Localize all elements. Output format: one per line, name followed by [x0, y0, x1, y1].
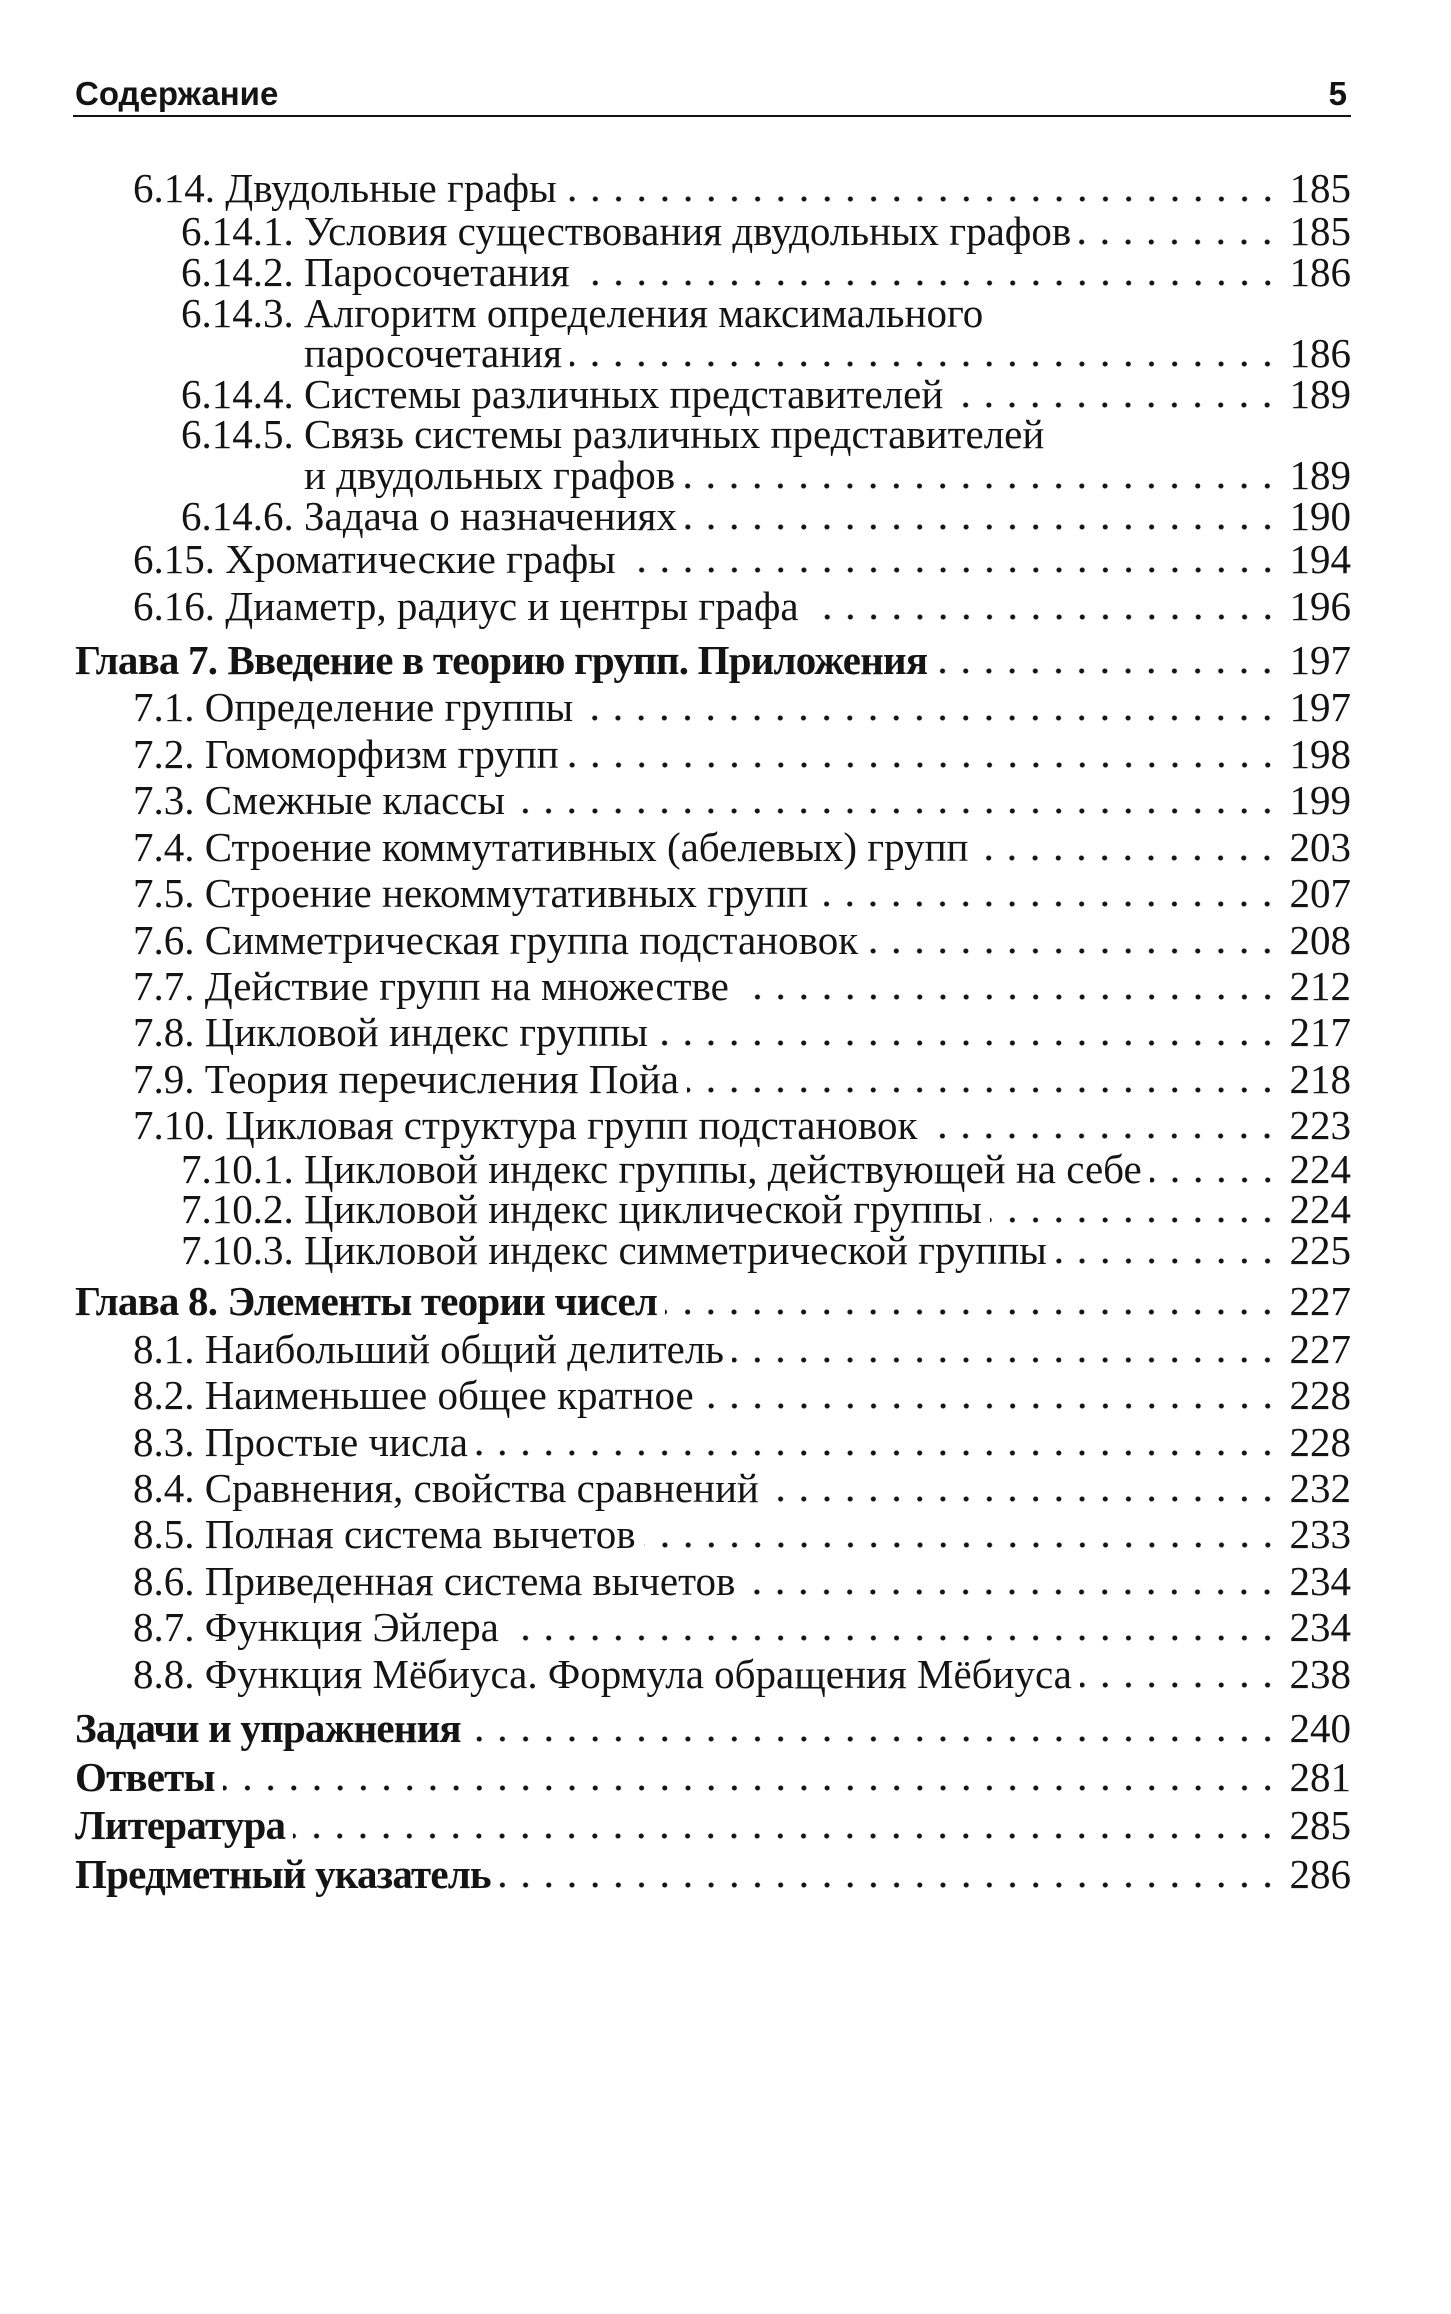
- toc-entry-number: 8.2.: [133, 1372, 195, 1419]
- dot-leader: [990, 1217, 1279, 1223]
- toc-entry-number: 7.10.: [133, 1102, 215, 1149]
- toc-entry-page-number: 198: [1289, 730, 1351, 777]
- toc-entry-title: Диаметр, радиус и центры графа: [225, 582, 799, 629]
- toc-section-entry: [75, 1465, 1351, 1511]
- toc-entry-body: [304, 370, 1351, 417]
- toc-entry-page-number: 189: [1289, 451, 1351, 498]
- toc-entry-page-number: 190: [1289, 492, 1351, 539]
- toc-entry-body: [205, 1326, 1351, 1372]
- toc-entry-line: [75, 1801, 1351, 1850]
- toc-entry-page-number: 224: [1289, 1145, 1351, 1192]
- toc-entry-body: [75, 1704, 1351, 1753]
- toc-entry-title: Гомоморфизм групп: [204, 730, 559, 777]
- dot-leader: [737, 994, 1279, 1000]
- toc-entry-page-number: 186: [1289, 249, 1351, 295]
- toc-entry-title-line: Алгоритм определения максимального: [304, 289, 984, 336]
- toc-entry-page-number: 189: [1289, 370, 1351, 417]
- toc-entry-number: 7.2.: [133, 730, 195, 777]
- toc-section-entry: [75, 1009, 1351, 1055]
- toc-entry-number: 6.15.: [133, 536, 215, 583]
- toc-entry-number: 7.10.2.: [181, 1186, 294, 1233]
- toc-entry-title: Простые числа: [204, 1418, 468, 1465]
- toc-chapter-entry: [75, 1277, 1351, 1326]
- toc-entry-line: [75, 1753, 1351, 1802]
- toc-entry-number: 8.8.: [133, 1650, 195, 1697]
- toc-entry-line: [205, 1604, 1351, 1650]
- toc-entry-page-number: 233: [1289, 1511, 1351, 1558]
- toc-entry-line: [304, 1145, 1351, 1192]
- dot-leader: [507, 1635, 1279, 1641]
- toc-entry-page-number: 238: [1289, 1650, 1351, 1697]
- toc-entry-page-number: 232: [1289, 1465, 1351, 1512]
- toc-entry-line: [205, 684, 1351, 730]
- toc-entry-page-number: 286: [1289, 1850, 1351, 1897]
- toc-entry-number: 6.14.6.: [181, 492, 294, 539]
- toc-section-entry: [75, 777, 1351, 823]
- dot-leader: [469, 1736, 1279, 1742]
- toc-entry-line: [205, 1558, 1351, 1604]
- toc-entry-number: 7.6.: [133, 916, 195, 963]
- dot-leader: [951, 402, 1279, 408]
- toc-chapter-entry: [75, 1704, 1351, 1753]
- toc-entry-page-number: 212: [1289, 962, 1351, 1009]
- dot-leader: [687, 1087, 1279, 1093]
- toc-entry-page-number: 208: [1289, 916, 1351, 963]
- toc-entry-title: Введение в теорию групп. Приложения: [227, 636, 928, 683]
- toc-entry-title: Ответы: [75, 1753, 215, 1800]
- toc-section-entry: [75, 1604, 1351, 1650]
- dot-leader: [499, 1882, 1279, 1888]
- toc-entry-title: Смежные классы: [204, 777, 506, 824]
- toc-subsection-entry: [75, 1145, 1351, 1192]
- toc-entry-page-number: 185: [1289, 208, 1351, 255]
- toc-entry-page-number: 194: [1289, 536, 1351, 583]
- dot-leader: [644, 1542, 1279, 1548]
- toc-subsection-entry: [75, 289, 1351, 377]
- toc-entry-number: 6.14.1.: [181, 208, 294, 255]
- toc-entry-page-number: 199: [1289, 777, 1351, 824]
- toc-entry-number: 7.10.1.: [181, 1145, 294, 1192]
- toc-entry-number: 8.4.: [133, 1465, 195, 1512]
- toc-entry-body: [225, 1102, 1351, 1148]
- toc-subsection-entry: [75, 370, 1351, 417]
- toc-entry-title: Условия существования двудольных графов: [304, 208, 1072, 255]
- dot-leader: [1150, 1177, 1279, 1183]
- toc-entry-title: Цикловой индекс симметрической группы: [304, 1226, 1047, 1273]
- toc-entry-body: [205, 1465, 1351, 1511]
- toc-entry-line: [205, 777, 1351, 823]
- dot-leader: [567, 762, 1279, 768]
- dot-leader: [1080, 1682, 1279, 1688]
- toc-entry-page-number: 218: [1289, 1055, 1351, 1102]
- toc-entry-body: [227, 1277, 1351, 1326]
- toc-entry-title: Функция Мёбиуса. Формула обращения Мёбиуса: [204, 1650, 1072, 1697]
- dot-leader: [866, 948, 1279, 954]
- toc-section-entry: [75, 583, 1351, 629]
- dot-leader: [513, 808, 1279, 814]
- dot-leader: [683, 483, 1279, 489]
- toc-entry-page-number: 227: [1289, 1325, 1351, 1372]
- toc-entry-number: 7.3.: [133, 777, 195, 824]
- toc-entry-page-number: 227: [1289, 1278, 1351, 1325]
- toc-entry-title: Строение коммутативных (абелевых) групп: [204, 823, 969, 870]
- toc-section-entry: [75, 1651, 1351, 1697]
- toc-entry-body: [205, 963, 1351, 1009]
- toc-entry-number: 8.7.: [133, 1604, 195, 1651]
- toc-section-entry: [75, 536, 1351, 582]
- toc-subsection-entry: [75, 411, 1351, 498]
- table-of-contents: [75, 165, 1351, 1898]
- toc-entry-page-number: 285: [1289, 1802, 1351, 1849]
- toc-entry-line: [205, 1419, 1351, 1465]
- toc-entry-line: [227, 636, 1351, 685]
- toc-entry-body: [304, 492, 1351, 539]
- toc-section-entry: [75, 963, 1351, 1009]
- toc-entry-number: 6.14.4.: [181, 370, 294, 417]
- toc-subsection-entry: [75, 1226, 1351, 1273]
- toc-entry-line: [205, 1056, 1351, 1102]
- toc-entry-line: [205, 1511, 1351, 1557]
- toc-entry-title: Паросочетания: [304, 249, 570, 295]
- toc-entry-line: [304, 451, 1351, 498]
- dot-leader: [581, 715, 1279, 721]
- toc-entry-page-number: 197: [1289, 636, 1351, 683]
- dot-leader: [1079, 239, 1279, 245]
- toc-entry-line: [304, 330, 1351, 377]
- toc-entry-page-number: 228: [1289, 1418, 1351, 1465]
- toc-entry-page-number: 185: [1289, 165, 1351, 211]
- toc-entry-body: [304, 411, 1351, 498]
- dot-leader: [702, 1403, 1279, 1409]
- toc-entry-page-number: 240: [1289, 1705, 1351, 1752]
- toc-entry-number: 7.1.: [133, 684, 195, 731]
- dot-leader: [816, 901, 1279, 907]
- toc-entry-number: 7.7.: [133, 962, 195, 1009]
- toc-entry-number: 8.3.: [133, 1418, 195, 1465]
- toc-entry-line: [205, 731, 1351, 777]
- toc-chapter-entry: [75, 1850, 1351, 1899]
- toc-entry-body: [205, 870, 1351, 916]
- dot-leader: [925, 1133, 1279, 1139]
- toc-section-entry: [75, 917, 1351, 963]
- toc-entry-line: [227, 1277, 1351, 1326]
- toc-entry-line: [205, 1009, 1351, 1055]
- toc-entry-line: [225, 583, 1351, 629]
- toc-entry-page-number: 223: [1289, 1102, 1351, 1149]
- dot-leader: [223, 1785, 1279, 1791]
- toc-entry-body: [205, 1511, 1351, 1557]
- dot-leader: [732, 1357, 1279, 1363]
- dot-leader: [476, 1450, 1279, 1456]
- toc-entry-line: [205, 1372, 1351, 1418]
- running-head-page-number: 5: [1328, 75, 1347, 112]
- toc-section-entry: [75, 870, 1351, 916]
- toc-entry-body: [75, 1753, 1351, 1802]
- toc-section-entry: [75, 1511, 1351, 1557]
- toc-entry-title: Цикловой индекс группы, действующей на себе: [304, 1145, 1142, 1192]
- toc-entry-title: Наименьшее общее кратное: [204, 1372, 694, 1419]
- toc-entry-body: [304, 1226, 1351, 1273]
- toc-entry-body: [304, 208, 1351, 255]
- toc-entry-page-number: 234: [1289, 1557, 1351, 1604]
- dot-leader: [743, 1589, 1279, 1595]
- toc-entry-number: 7.9.: [133, 1055, 195, 1102]
- toc-entry-body: [205, 1651, 1351, 1697]
- dot-leader: [293, 1833, 1279, 1839]
- toc-section-entry: [75, 684, 1351, 730]
- toc-entry-number: 7.5.: [133, 870, 195, 917]
- toc-subsection-entry: [75, 1186, 1351, 1233]
- toc-entry-body: [205, 1419, 1351, 1465]
- running-head-title: Содержание: [75, 75, 279, 112]
- toc-entry-title: паросочетания: [304, 330, 562, 377]
- toc-entry-line: [225, 165, 1351, 211]
- toc-entry-line: [205, 1651, 1351, 1697]
- toc-entry-title: Цикловой индекс циклической группы: [304, 1186, 982, 1233]
- toc-entry-body: [304, 289, 1351, 377]
- toc-section-entry: [75, 824, 1351, 870]
- toc-entry-number: 6.14.5.: [181, 411, 294, 458]
- toc-entry-body: [304, 1186, 1351, 1233]
- toc-entry-number: 6.16.: [133, 582, 215, 629]
- dot-leader: [807, 614, 1279, 620]
- toc-entry-page-number: 234: [1289, 1604, 1351, 1651]
- toc-entry-body: [304, 249, 1351, 295]
- toc-entry-page-number: 196: [1289, 582, 1351, 629]
- dot-leader: [565, 196, 1279, 202]
- toc-section-entry: [75, 731, 1351, 777]
- toc-entry-title: Двудольные графы: [225, 165, 557, 211]
- toc-entry-number: 7.10.3.: [181, 1226, 294, 1273]
- toc-entry-number: Глава 7.: [75, 636, 218, 683]
- toc-entry-line: [75, 1704, 1351, 1753]
- toc-entry-number: 8.5.: [133, 1511, 195, 1558]
- toc-entry-title: Цикловая структура групп подстановок: [225, 1102, 918, 1149]
- toc-entry-body: [227, 636, 1351, 685]
- toc-entry-body: [205, 1009, 1351, 1055]
- toc-subsection-entry: [75, 208, 1351, 255]
- toc-entry-title: Наибольший общий делитель: [204, 1325, 724, 1372]
- toc-entry-title: Литература: [75, 1802, 286, 1849]
- toc-entry-line: [304, 208, 1351, 255]
- toc-entry-line: [205, 824, 1351, 870]
- toc-section-entry: [75, 1056, 1351, 1102]
- dot-leader: [976, 855, 1279, 861]
- toc-subsection-entry: [75, 249, 1351, 295]
- toc-entry-line: [304, 1186, 1351, 1233]
- toc-entry-page-number: 207: [1289, 870, 1351, 917]
- toc-section-entry: [75, 1419, 1351, 1465]
- header-rule: [73, 115, 1351, 117]
- toc-entry-line: [304, 1226, 1351, 1273]
- toc-entry-title: Цикловой индекс группы: [204, 1009, 648, 1056]
- toc-entry-body: [205, 684, 1351, 730]
- dot-leader: [935, 668, 1279, 674]
- toc-entry-number: 6.14.: [133, 165, 215, 211]
- toc-entry-title-line: Связь системы различных представителей: [304, 411, 1045, 458]
- toc-entry-body: [205, 824, 1351, 870]
- dot-leader: [656, 1040, 1279, 1046]
- toc-entry-line: [304, 492, 1351, 539]
- toc-chapter-entry: [75, 636, 1351, 685]
- toc-entry-title: Системы различных представителей: [304, 370, 944, 417]
- toc-section-entry: [75, 1558, 1351, 1604]
- toc-entry-line: [225, 1102, 1351, 1148]
- toc-entry-number: 8.6.: [133, 1557, 195, 1604]
- toc-chapter-entry: [75, 1801, 1351, 1850]
- toc-entry-title: Предметный указатель: [75, 1850, 491, 1897]
- toc-entry-title: Задача о назначениях: [304, 492, 677, 539]
- toc-entry-body: [225, 583, 1351, 629]
- toc-entry-title: и двудольных графов: [304, 451, 676, 498]
- toc-section-entry: [75, 1372, 1351, 1418]
- toc-entry-number: Глава 8.: [75, 1278, 218, 1325]
- toc-entry-title: Приведенная система вычетов: [204, 1557, 736, 1604]
- toc-entry-number: 6.14.3.: [181, 289, 294, 336]
- toc-entry-title: Теория перечисления Пойа: [204, 1055, 679, 1102]
- toc-entry-line: [205, 963, 1351, 1009]
- toc-entry-line: [205, 870, 1351, 916]
- toc-section-entry: [75, 1102, 1351, 1148]
- toc-section-entry: [75, 165, 1351, 211]
- toc-entry-page-number: 217: [1289, 1009, 1351, 1056]
- toc-entry-line: [205, 917, 1351, 963]
- toc-entry-body: [205, 731, 1351, 777]
- toc-entry-line: [205, 1326, 1351, 1372]
- toc-entry-body: [225, 536, 1351, 582]
- toc-entry-body: [225, 165, 1351, 211]
- toc-subsection-entry: [75, 492, 1351, 539]
- toc-entry-page-number: 197: [1289, 684, 1351, 731]
- toc-entry-title: Строение некоммутативных групп: [204, 870, 809, 917]
- toc-entry-body: [205, 1604, 1351, 1650]
- toc-entry-page-number: 224: [1289, 1186, 1351, 1233]
- toc-entry-title: Действие групп на множестве: [204, 962, 729, 1009]
- toc-entry-line: [304, 370, 1351, 417]
- dot-leader: [570, 361, 1279, 367]
- dot-leader: [578, 280, 1279, 286]
- toc-entry-body: [75, 1850, 1351, 1899]
- toc-entry-body: [205, 1056, 1351, 1102]
- toc-entry-page-number: 186: [1289, 330, 1351, 377]
- toc-section-entry: [75, 1326, 1351, 1372]
- toc-entry-body: [75, 1801, 1351, 1850]
- dot-leader: [685, 524, 1279, 530]
- toc-entry-number: 7.4.: [133, 823, 195, 870]
- toc-entry-body: [205, 1372, 1351, 1418]
- toc-entry-line: [75, 1850, 1351, 1899]
- toc-entry-title: Симметрическая группа подстановок: [204, 916, 859, 963]
- dot-leader: [767, 1496, 1279, 1502]
- toc-chapter-entry: [75, 1753, 1351, 1802]
- toc-entry-line: [304, 249, 1351, 295]
- toc-entry-body: [205, 917, 1351, 963]
- dot-leader: [1055, 1258, 1279, 1264]
- dot-leader: [665, 1309, 1279, 1315]
- toc-entry-title: Задачи и упражнения: [75, 1705, 461, 1752]
- toc-entry-title: Определение группы: [204, 684, 574, 731]
- toc-entry-page-number: 281: [1289, 1753, 1351, 1800]
- toc-entry-title: Элементы теории чисел: [227, 1278, 658, 1325]
- toc-entry-title: Хроматические графы: [225, 536, 616, 583]
- toc-entry-line: [225, 536, 1351, 582]
- toc-entry-page-number: 225: [1289, 1226, 1351, 1273]
- toc-entry-page-number: 203: [1289, 823, 1351, 870]
- toc-entry-body: [205, 1558, 1351, 1604]
- dot-leader: [624, 567, 1279, 573]
- toc-entry-title: Полная система вычетов: [204, 1511, 636, 1558]
- toc-entry-line: [205, 1465, 1351, 1511]
- toc-entry-body: [304, 1145, 1351, 1192]
- toc-entry-title: Сравнения, свойства сравнений: [204, 1465, 759, 1512]
- toc-entry-number: 6.14.2.: [181, 249, 294, 295]
- toc-entry-number: 8.1.: [133, 1325, 195, 1372]
- toc-entry-page-number: 228: [1289, 1372, 1351, 1419]
- toc-entry-number: 7.8.: [133, 1009, 195, 1056]
- toc-entry-title: Функция Эйлера: [204, 1604, 499, 1651]
- toc-entry-body: [205, 777, 1351, 823]
